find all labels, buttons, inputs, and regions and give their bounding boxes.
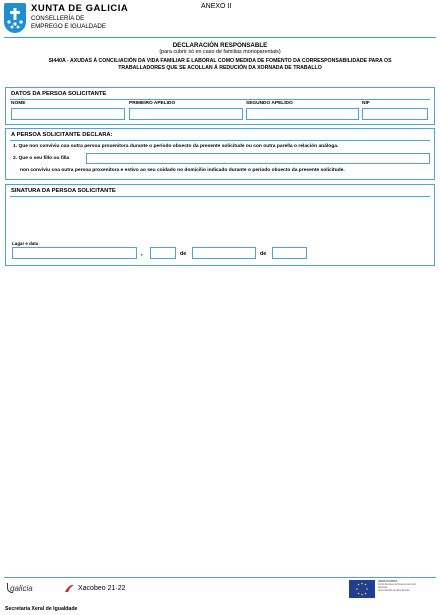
de-separator-1: de — [180, 251, 187, 257]
galicia-logo: galicia — [10, 584, 33, 593]
declaration-section — [5, 128, 435, 180]
declaration-section-title: A PERSOA SOLICITANTE DECLARA: — [11, 132, 113, 138]
declaration-item-2-label: 2. Que o seu fillo ou filla — [13, 156, 70, 161]
year-field[interactable] — [272, 247, 307, 259]
signature-section — [5, 184, 435, 266]
nif-label: NIF — [362, 101, 370, 106]
document-subtitle: (para cubrir só en caso de familias monoparentais) — [159, 49, 281, 55]
eu-text-line-1: UNIÓN EUROPEA — [378, 581, 398, 583]
child-name-field[interactable] — [86, 153, 430, 164]
place-field[interactable] — [12, 247, 137, 259]
dept-name — [31, 15, 106, 30]
annex-label: ANEXO II — [201, 3, 232, 10]
xunta-shield-icon — [4, 3, 26, 33]
eu-funding-text — [378, 581, 416, 593]
header-divider — [4, 37, 436, 38]
dept-line-2: EMPREGO E IGUALDADE — [31, 22, 106, 30]
procedure-title-line-2: TRABALLADORES QUE SE ACOLLAN Á REDUCIÓN DA XORNADA DE TRABALLO — [118, 65, 322, 71]
org-name: XUNTA DE GALICIA — [31, 3, 129, 14]
procedure-title — [0, 58, 440, 72]
xacobeo-icon — [64, 583, 75, 594]
day-field[interactable] — [150, 247, 176, 259]
applicant-section-title: DATOS DA PERSOA SOLICITANTE — [11, 91, 107, 97]
place-date-label: Lugar e data — [12, 241, 39, 246]
comma-separator: , — [141, 251, 143, 257]
de-separator-2: de — [260, 251, 267, 257]
first-surname-label: PRIMEIRO APELIDO — [129, 101, 176, 106]
nif-field[interactable] — [362, 108, 428, 120]
eu-text-line-4: Unha maneira de facer Europa — [378, 590, 410, 593]
first-name-field[interactable] — [11, 108, 125, 120]
second-surname-label: SEGUNDO APELIDO — [246, 101, 293, 106]
secretaria-label: Secretaría Xeral de Igualdade — [5, 606, 78, 612]
first-name-label: NOME — [11, 101, 26, 106]
eu-text-line-3: Rexional — [378, 587, 387, 590]
declaration-item-1: 1. Que non conviviu coa outra persoa proxenitora durante o período obxecto da presente solicitude ou con outra parella o relación análoga. — [13, 144, 339, 149]
second-surname-field[interactable] — [246, 108, 359, 120]
section-divider — [10, 196, 430, 197]
signature-section-title: SINATURA DA PERSOA SOLICITANTE — [11, 188, 116, 194]
section-divider — [10, 99, 430, 100]
page-header — [4, 2, 436, 36]
footer-divider — [4, 577, 436, 578]
procedure-title-line-1: SI440A - AXUDAS Á CONCILIACIÓN DA VIDA FAMILIAR E LABORAL COMO MEDIDA DE FOMENTO DA CORRESPONSABILIDADE PARA OS — [48, 58, 392, 64]
dept-line-1: CONSELLERÍA DE — [31, 15, 85, 22]
xacobeo-logo: Xacobeo 21·22 — [78, 585, 126, 592]
declaration-item-2-continuation: non conviviu coa outra persoa proxenitora e estivo ao seu coidado no domicilio indicado durante o período obxecto da presente solicitude. — [20, 168, 345, 173]
applicant-section — [5, 87, 435, 125]
document-title: DECLARACIÓN RESPONSABLE — [172, 42, 268, 49]
section-divider — [10, 140, 430, 141]
first-surname-field[interactable] — [129, 108, 243, 120]
eu-flag-icon — [349, 580, 375, 598]
month-field[interactable] — [192, 247, 256, 259]
eu-text-line-2: Fondo Europeo de Desenvolvemento — [378, 584, 417, 587]
